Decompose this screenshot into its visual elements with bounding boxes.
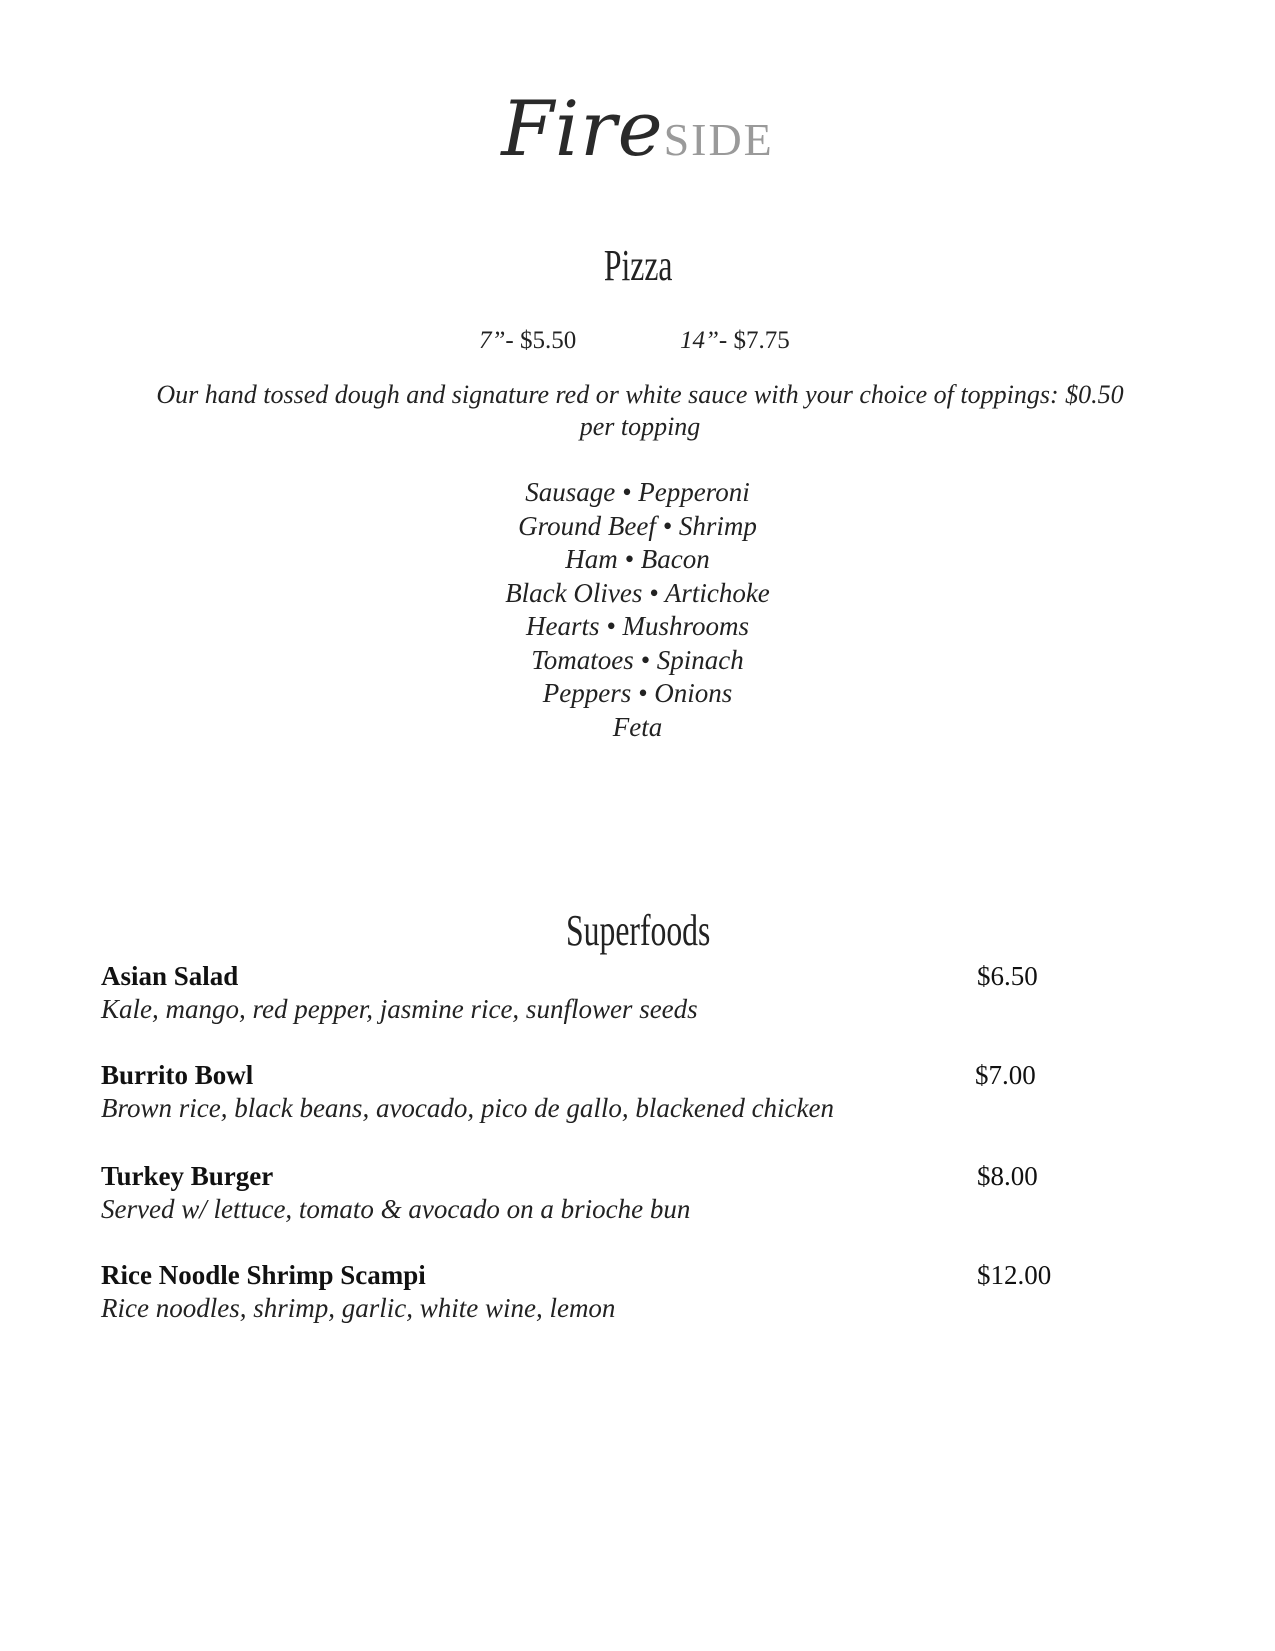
item-price: $6.50 <box>977 961 1038 991</box>
pizza-size-large <box>680 327 790 355</box>
topping-line: Hearts • Mushrooms <box>526 611 749 641</box>
menu-item <box>101 1259 1061 1325</box>
item-price: $7.00 <box>975 1060 1036 1090</box>
topping-line: Ham • Bacon <box>565 544 710 574</box>
item-price: $8.00 <box>977 1161 1038 1191</box>
item-price: $12.00 <box>977 1260 1052 1290</box>
menu-item <box>101 1059 1061 1125</box>
topping-line: Ground Beef • Shrimp <box>518 510 757 541</box>
pizza-size-small <box>479 327 576 355</box>
menu-item <box>101 960 1061 1026</box>
topping-line: Tomatoes • Spinach <box>531 644 744 675</box>
item-description: Rice noodles, shrimp, garlic, white wine, lemon <box>101 1293 616 1323</box>
pizza-description: Our hand tossed dough and signature red or white sauce with your choice of toppings: $0.50 per topping <box>156 380 1124 441</box>
size-label: 7” <box>479 327 506 354</box>
menu-item <box>101 1160 1061 1226</box>
logo-script-text: Fire <box>501 84 664 173</box>
item-name: Asian Salad <box>101 961 239 991</box>
toppings-list <box>0 476 1275 744</box>
logo-sub-text: SIDE <box>663 114 774 165</box>
topping-line: Peppers • Onions <box>542 678 733 708</box>
item-description: Served w/ lettuce, tomato & avocado on a brioche bun <box>101 1194 691 1224</box>
item-name: Turkey Burger <box>101 1161 274 1191</box>
topping-line: Black Olives • Artichoke <box>505 577 770 608</box>
topping-line: Feta <box>612 711 663 742</box>
topping-line: Sausage • Pepperoni <box>525 477 750 507</box>
item-description: Kale, mango, red pepper, jasmine rice, sunflower seeds <box>101 994 698 1024</box>
size-price: - $7.75 <box>718 327 790 354</box>
fireside-logo <box>0 84 1275 173</box>
item-name: Burrito Bowl <box>101 1060 254 1090</box>
pizza-section-title: Pizza <box>603 241 673 290</box>
superfoods-section-title: Superfoods <box>566 906 711 955</box>
size-price: - $5.50 <box>505 327 577 354</box>
item-name: Rice Noodle Shrimp Scampi <box>101 1260 426 1290</box>
size-label: 14” <box>680 327 719 354</box>
item-description: Brown rice, black beans, avocado, pico de gallo, blackened chicken <box>101 1093 835 1123</box>
